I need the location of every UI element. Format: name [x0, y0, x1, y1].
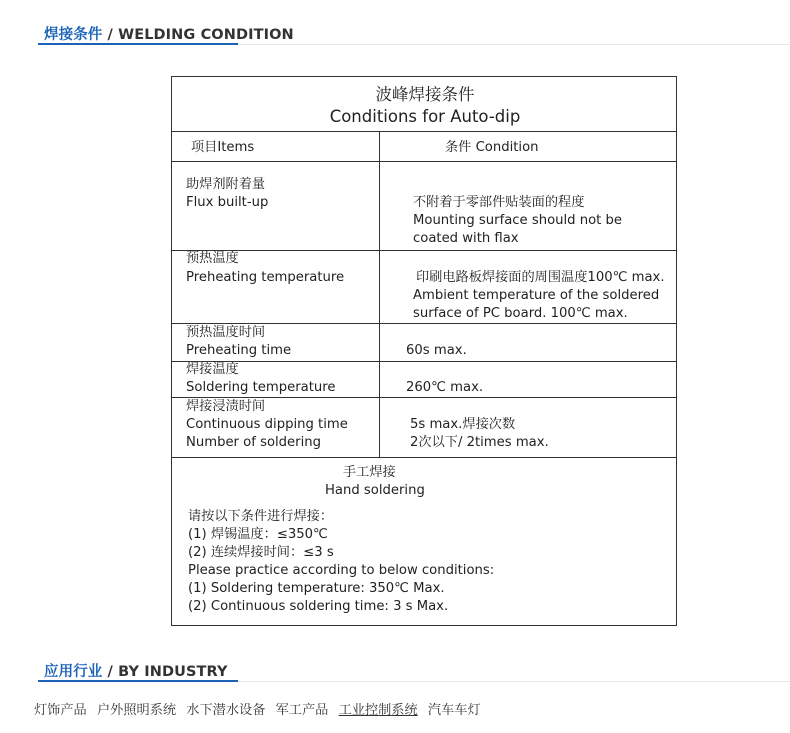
industry-link-military[interactable]: 军工产品	[275, 703, 329, 718]
hand-soldering-line: (2) Continuous soldering time: 3 s Max.	[188, 599, 449, 614]
row-flux-item-en: Flux built-up	[186, 195, 269, 210]
conditions-table	[171, 76, 677, 626]
hand-soldering-line: Please practice according to below conditions:	[188, 563, 495, 578]
section-title-separator: /	[102, 664, 119, 680]
table-title-en: Conditions for Auto-dip	[329, 107, 521, 126]
section-title-cn: 焊接条件	[44, 27, 103, 43]
industry-link-outdoor-lighting[interactable]: 户外照明系统	[96, 703, 177, 718]
hand-soldering-line: (1) Soldering temperature: 350℃ Max.	[188, 581, 445, 596]
row-preheat-item-cn: 预热温度	[186, 251, 239, 266]
hand-soldering-title-en: Hand soldering	[325, 483, 425, 498]
table-rule	[172, 361, 676, 362]
industry-links	[34, 699, 487, 718]
section-title-separator: /	[102, 27, 119, 43]
row-preheat-condition-2: Ambient temperature of the soldered	[413, 288, 660, 303]
table-rule	[172, 161, 676, 162]
row-flux-condition-1: 不附着于零部件贴装面的程度	[413, 195, 585, 210]
row-dipping-condition-2: 2次以下/ 2times max.	[410, 435, 549, 450]
section-title-cn: 应用行业	[44, 664, 103, 680]
hand-soldering-title-cn: 手工焊接	[343, 465, 396, 480]
industry-link-industrial-control[interactable]: 工业控制系统	[338, 703, 418, 718]
row-solder-temp-item-en: Soldering temperature	[186, 380, 336, 395]
row-solder-temp-item-cn: 焊接温度	[186, 362, 239, 377]
column-divider	[379, 131, 380, 457]
table-title-cn: 波峰焊接条件	[375, 85, 475, 104]
column-header-items: 项目Items	[191, 140, 255, 155]
hand-soldering-line: 请按以下条件进行焊接：	[188, 509, 334, 524]
hand-soldering-line: (2) 连续焊接时间：≤3 s	[188, 545, 334, 560]
row-dipping-item-en: Continuous dipping time	[186, 417, 348, 432]
welding-condition-header	[0, 23, 790, 45]
column-header-condition: 条件 Condition	[445, 140, 539, 155]
row-flux-item-cn: 助焊剂附着量	[186, 177, 266, 192]
row-preheat-condition-1: 印刷电路板焊接面的周围温度100℃ max.	[416, 270, 665, 285]
section-title	[44, 660, 228, 681]
row-solder-temp-condition: 260℃ max.	[406, 380, 484, 395]
section-title-en: WELDING CONDITION	[118, 27, 294, 43]
row-dipping-condition-1: 5s max.焊接次数	[410, 417, 516, 432]
row-preheat-time-item-en: Preheating time	[186, 343, 292, 358]
hand-soldering-line: (1) 焊锡温度：≤350℃	[188, 527, 328, 542]
row-dipping-item-en-2: Number of soldering	[186, 435, 321, 450]
section-title	[44, 23, 294, 44]
table-rule	[172, 131, 676, 132]
row-flux-condition-2: Mounting surface should not be	[413, 213, 623, 228]
row-preheat-condition-3: surface of PC board. 100℃ max.	[413, 306, 628, 321]
industry-link-automotive[interactable]: 汽车车灯	[427, 703, 481, 718]
row-preheat-time-item-cn: 预热温度时间	[186, 325, 266, 340]
table-rule	[172, 457, 676, 458]
row-dipping-item-cn: 焊接浸渍时间	[186, 399, 266, 414]
row-preheat-item-en: Preheating temperature	[186, 270, 345, 285]
row-flux-condition-3: coated with flax	[413, 231, 519, 246]
table-rule	[172, 250, 676, 251]
industry-link-underwater[interactable]: 水下潜水设备	[186, 703, 266, 718]
industry-link-lighting[interactable]: 灯饰产品	[34, 703, 87, 718]
section-title-en: BY INDUSTRY	[118, 664, 228, 680]
row-preheat-time-condition: 60s max.	[406, 343, 467, 358]
industry-header	[0, 660, 790, 682]
